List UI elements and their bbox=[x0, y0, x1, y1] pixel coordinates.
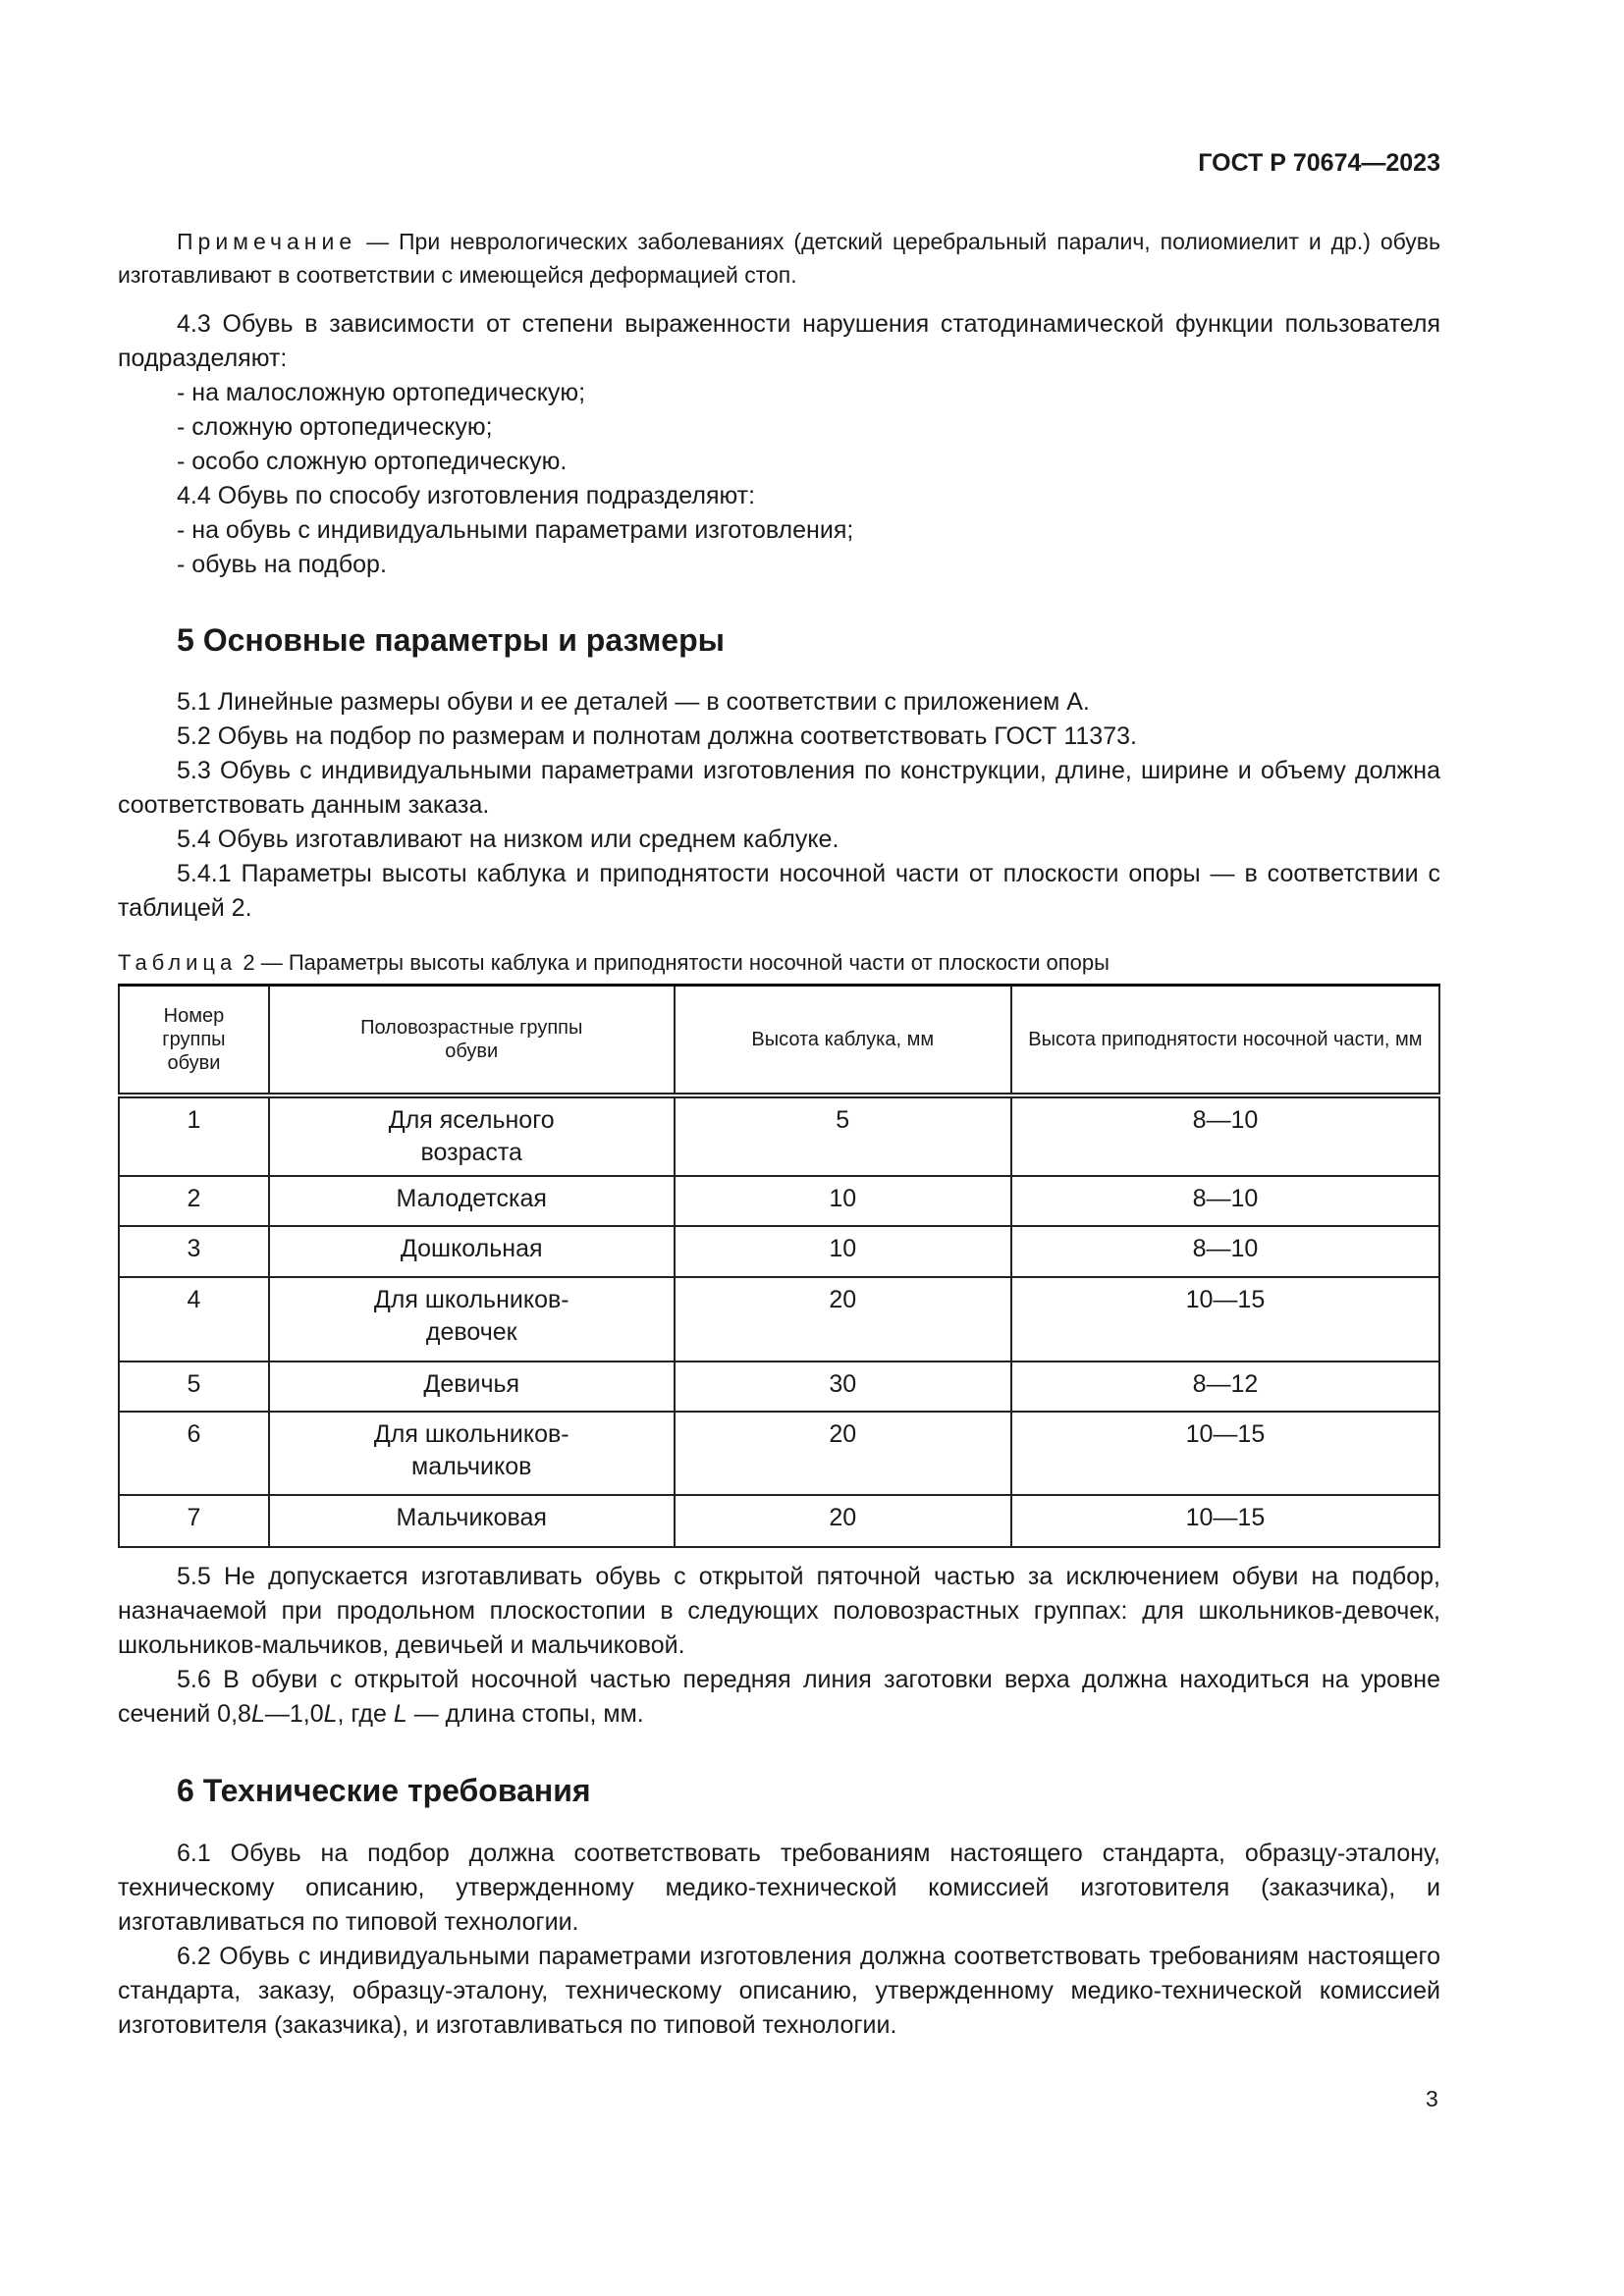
table-caption bbox=[118, 950, 1110, 976]
age-group-cell: Дошкольная bbox=[269, 1226, 675, 1277]
note-text: — При неврологических заболеваниях (детский церебральный паралич, полиомиелит и др.) обувь изготавливают в соответствии с имеющейся деформацией стоп. bbox=[118, 229, 1440, 288]
note bbox=[118, 225, 1440, 292]
clause-5-4-1: 5.4.1 Параметры высоты каблука и приподнятости носочной части от плоскости опоры — в соответствии с таблицей 2. bbox=[118, 860, 1440, 922]
table-row bbox=[119, 1277, 1439, 1362]
age-group-cell: Малодетская bbox=[269, 1176, 675, 1226]
page-number: 3 bbox=[1426, 2086, 1438, 2111]
column-header: Высота каблука, мм bbox=[675, 986, 1011, 1096]
heel-height-cell: 5 bbox=[675, 1095, 1011, 1176]
toe-lift-cell: 8—10 bbox=[1011, 1226, 1439, 1277]
clause-5-6 bbox=[118, 1663, 1440, 1732]
clause-5-1: 5.1 Линейные размеры обуви и ее деталей — в соответствии с приложением А. bbox=[177, 688, 1090, 716]
clause-5-4: 5.4 Обувь изготавливают на низком или среднем каблуке. bbox=[177, 826, 839, 853]
group-number-cell: 1 bbox=[119, 1095, 269, 1176]
note-label: Примечание bbox=[177, 229, 357, 254]
list-item: - на обувь с индивидуальными параметрами изготовления; bbox=[177, 516, 854, 544]
group-number-cell: 7 bbox=[119, 1495, 269, 1547]
symbol-l: L bbox=[323, 1700, 338, 1728]
toe-lift-cell: 10—15 bbox=[1011, 1277, 1439, 1362]
group-number-cell: 3 bbox=[119, 1226, 269, 1277]
clause-4-3 bbox=[118, 307, 1440, 582]
table-row bbox=[119, 1495, 1439, 1547]
group-number-cell: 4 bbox=[119, 1277, 269, 1362]
symbol-l: L bbox=[250, 1700, 265, 1728]
age-group-cell: Для школьников-мальчиков bbox=[269, 1412, 675, 1495]
table-label: Таблица bbox=[118, 950, 238, 975]
table-caption-text: 2 — Параметры высоты каблука и приподнятости носочной части от плоскости опоры bbox=[237, 950, 1110, 975]
age-group-cell: Для школьников-девочек bbox=[269, 1277, 675, 1362]
section-6-body bbox=[118, 1837, 1440, 2043]
group-number-cell: 6 bbox=[119, 1412, 269, 1495]
age-group-cell: Для ясельного возраста bbox=[269, 1095, 675, 1176]
section-5-body bbox=[118, 685, 1440, 926]
toe-lift-cell: 10—15 bbox=[1011, 1495, 1439, 1547]
text: 5.6 В обуви с открытой носочной частью передняя линия заготовки верха должна находиться на уровне сечений 0,8 bbox=[118, 1666, 1440, 1728]
table-row bbox=[119, 1226, 1439, 1277]
clause-5-5: 5.5 Не допускается изготавливать обувь с открытой пяточной частью за исключением обуви на подбор, назначаемой при продольном плоскостопии в следующих половозрастных группах: для школьников-девочек, школьников-мальчиков, девичьей и мальчиковой. bbox=[118, 1563, 1440, 1659]
list-item: - сложную ортопедическую; bbox=[177, 413, 493, 441]
clause-4-4: 4.4 Обувь по способу изготовления подразделяют: bbox=[177, 482, 756, 509]
table-header-row bbox=[119, 986, 1439, 1096]
heel-height-cell: 20 bbox=[675, 1412, 1011, 1495]
document-id-header: ГОСТ Р 70674—2023 bbox=[1198, 149, 1440, 177]
toe-lift-cell: 8—10 bbox=[1011, 1176, 1439, 1226]
clause-6-2: 6.2 Обувь с индивидуальными параметрами изготовления должна соответствовать требованиям настоящего стандарта, заказу, образцу-эталону, техническому описанию, утвержденному медико-технической комиссией изготовителя (заказчика), и изготавливаться по типовой технологии. bbox=[118, 1943, 1440, 2039]
toe-lift-cell: 10—15 bbox=[1011, 1412, 1439, 1495]
clause-6-1: 6.1 Обувь на подбор должна соответствовать требованиям настоящего стандарта, образцу-эталону, техническому описанию, утвержденному медико-технической комиссией изготовителя (заказчика), и изготавливаться по типовой технологии. bbox=[118, 1840, 1440, 1936]
toe-lift-cell: 8—12 bbox=[1011, 1362, 1439, 1412]
table-row bbox=[119, 1412, 1439, 1495]
section-5-heading: 5 Основные параметры и размеры bbox=[177, 622, 725, 658]
heel-height-cell: 20 bbox=[675, 1495, 1011, 1547]
heel-height-cell: 20 bbox=[675, 1277, 1011, 1362]
section-6-heading: 6 Технические требования bbox=[177, 1773, 591, 1808]
group-number-cell: 5 bbox=[119, 1362, 269, 1412]
clause-5-3: 5.3 Обувь с индивидуальными параметрами изготовления по конструкции, длине, ширине и объему должна соответствовать данным заказа. bbox=[118, 757, 1440, 819]
heel-height-cell: 10 bbox=[675, 1226, 1011, 1277]
list-item: - особо сложную ортопедическую. bbox=[177, 448, 568, 475]
table-row bbox=[119, 1176, 1439, 1226]
column-header: Номер группы обуви bbox=[119, 986, 269, 1096]
age-group-cell: Мальчиковая bbox=[269, 1495, 675, 1547]
toe-lift-cell: 8—10 bbox=[1011, 1095, 1439, 1176]
clause-5-2: 5.2 Обувь на подбор по размерам и полнотам должна соответствовать ГОСТ 11373. bbox=[177, 722, 1137, 750]
column-header: Высота приподнятости носочной части, мм bbox=[1011, 986, 1439, 1096]
table-row bbox=[119, 1095, 1439, 1176]
text: , где bbox=[337, 1700, 394, 1728]
list-item: - обувь на подбор. bbox=[177, 551, 387, 578]
table-row bbox=[119, 1362, 1439, 1412]
column-header: Половозрастные группы обуви bbox=[269, 986, 675, 1096]
text: —1,0 bbox=[264, 1700, 324, 1728]
heel-height-cell: 10 bbox=[675, 1176, 1011, 1226]
clause-text: 4.3 Обувь в зависимости от степени выраженности нарушения статодинамической функции пользователя подразделяют: bbox=[118, 310, 1440, 372]
heel-height-cell: 30 bbox=[675, 1362, 1011, 1412]
list-item: - на малосложную ортопедическую; bbox=[177, 379, 586, 406]
heel-height-table bbox=[118, 984, 1440, 1548]
symbol-l: L bbox=[393, 1700, 407, 1728]
age-group-cell: Девичья bbox=[269, 1362, 675, 1412]
group-number-cell: 2 bbox=[119, 1176, 269, 1226]
section-5-continued bbox=[118, 1560, 1440, 1732]
text: — длина стопы, мм. bbox=[406, 1700, 644, 1728]
